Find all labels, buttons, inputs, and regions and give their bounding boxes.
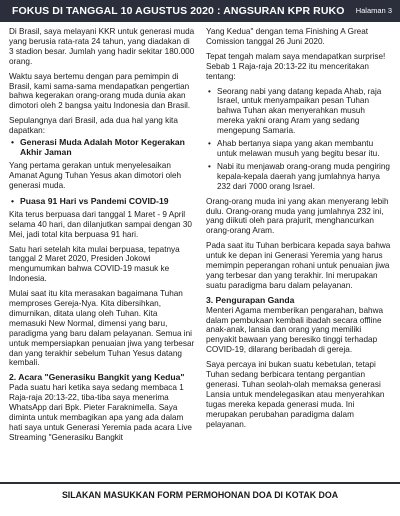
list-item: • Nabi itu menjawab orang-orang muda pengiring kepala-kepala daerah yang jumlahnya hanya 232 dari 7000 orang Israel.	[206, 162, 393, 192]
bullet-heading: • Generasi Muda Adalah Motor Kegerakan Akhir Jaman	[9, 137, 196, 157]
section-heading: 2. Acara "Generasiku Bangkit yang Kedua"	[9, 372, 185, 383]
paragraph: Orang-orang muda ini yang akan menyerang lebih dulu. Orang-orang muda yang jumlahnya 232 ini, yang diikuti oleh para prajurit, menghancurkan orang-orang Aram.	[206, 196, 389, 236]
paragraph: Di Brasil, saya melayani KKR untuk generasi muda yang berusia rata-rata 24 tahun, yang diadakan di 3 stadion besar. Jumlah yang hadir sekitar 180.000 orang.	[9, 27, 195, 66]
list-item: • Ahab bertanya siapa yang akan membantu untuk melawan musuh yang begitu besar itu.	[206, 139, 393, 159]
footer-divider	[0, 482, 400, 484]
paragraph: Mulai saat itu kita merasakan bagaimana Tuhan memproses Gereja-Nya. Kita dibersihkan, dimurnikan, ditata ulang oleh Tuhan. Kita memasuki New Normal, dimensi yang baru, paradigma yang baru dalam pelayanan. Semua ini untuk mempersiapkan penuaian jiwa yang terbesar dan yang terakhir sebelum Tuhan Yesus datang kembali.	[9, 289, 195, 368]
paragraph: Kita terus berpuasa dari tanggal 1 Maret - 9 April selama 40 hari, dan dilanjutkan sampai dengan 30 Mei, jadi total kita berpuasa 91 hari.	[9, 209, 192, 239]
paragraph: Pada saat itu Tuhan berbicara kepada saya bahwa untuk ke depan ini Generasi Yeremia yang harus memimpin peperangan rohani untuk penuaian jiwa yang terbesar dan yang terakhir. Ini merupakan suatu paradigma baru dalam pelayanan.	[206, 241, 391, 290]
paragraph: Yang Kedua" dengan tema Finishing A Great Comission tanggal 26 Juni 2020.	[206, 27, 369, 46]
list-item: • Seorang nabi yang datang kepada Ahab, raja Israel, untuk menyampaikan pesan Tuhan bahwa Tuhan akan menyerahkan musuh mereka yakni orang Aram yang sedang mengepung Samaria.	[206, 87, 393, 137]
paragraph: Tepat tengah malam saya mendapatkan surprise! Sebab 1 Raja-raja 20:13-22 itu menceritakan tentang:	[206, 51, 386, 81]
bullet-list	[9, 137, 196, 157]
page-number: Halaman 3	[355, 6, 392, 15]
paragraph: Sepulangnya dari Brasil, ada dua hal yang kita dapatkan:	[9, 116, 178, 136]
header-bar	[0, 0, 400, 22]
bullet-list	[9, 196, 196, 206]
paragraph: Yang pertama gerakan untuk menyelesaikan Amanat Agung Tuhan Yesus akan dimotori oleh generasi muda.	[9, 161, 182, 190]
right-column	[206, 27, 393, 435]
left-column	[9, 27, 196, 448]
bullet-list	[206, 87, 393, 192]
header-title: FOKUS DI TANGGAL 10 AGUSTUS 2020 : ANGSURAN KPR RUKO	[12, 5, 345, 17]
bullet-heading: • Puasa 91 Hari vs Pandemi COVID-19	[9, 196, 196, 206]
paragraph: Satu hari setelah kita mulai berpuasa, tepatnya tanggal 2 Maret 2020, Presiden Jokowi mengumumkan bahwa COVID-19 masuk ke Indonesia.	[9, 244, 180, 284]
paragraph: Waktu saya bertemu dengan para pemimpin di Brasil, kami sama-sama mendapatkan pengertian bahwa kegerakan orang-orang muda dunia akan dimotori oleh 2 bangsa yaitu Indonesia dan Brasil.	[9, 71, 191, 111]
paragraph: Menteri Agama memberikan pengarahan, bahwa dalam pembukaan kembali ibadah secara offline anak-anak, lansia dan orang yang memiliki penyakit bawaan yang beresiko tinggi terhadap COVID-19, dilarang beribadah di gereja.	[206, 305, 384, 355]
footer-notice: SILAKAN MASUKKAN FORM PERMOHONAN DOA DI KOTAK DOA	[61, 490, 339, 500]
section-heading: 3. Pengurapan Ganda	[206, 294, 295, 305]
paragraph: Saya percaya ini bukan suatu kebetulan, tetapi Tuhan sedang berbicara tentang pergantian generasi. Tuhan seolah-olah memaksa generasi Lansia untuk mendelegasikan atau menyerahkan tugas mereka kepada generasi muda. Ini merupakan perubahan paradigma dalam pelayanan.	[206, 360, 385, 429]
paragraph: Pada suatu hari ketika saya sedang membaca 1 Raja-raja 20:13-22, tiba-tiba saya menerima WhatsApp dari Bpk. Pieter Faraknimella. Saya diminta untuk membagikan apa yang ada dalam hati saya untuk Generasi Yeremia pada acara Live Streaming "Generasiku Bangkit	[9, 383, 192, 442]
